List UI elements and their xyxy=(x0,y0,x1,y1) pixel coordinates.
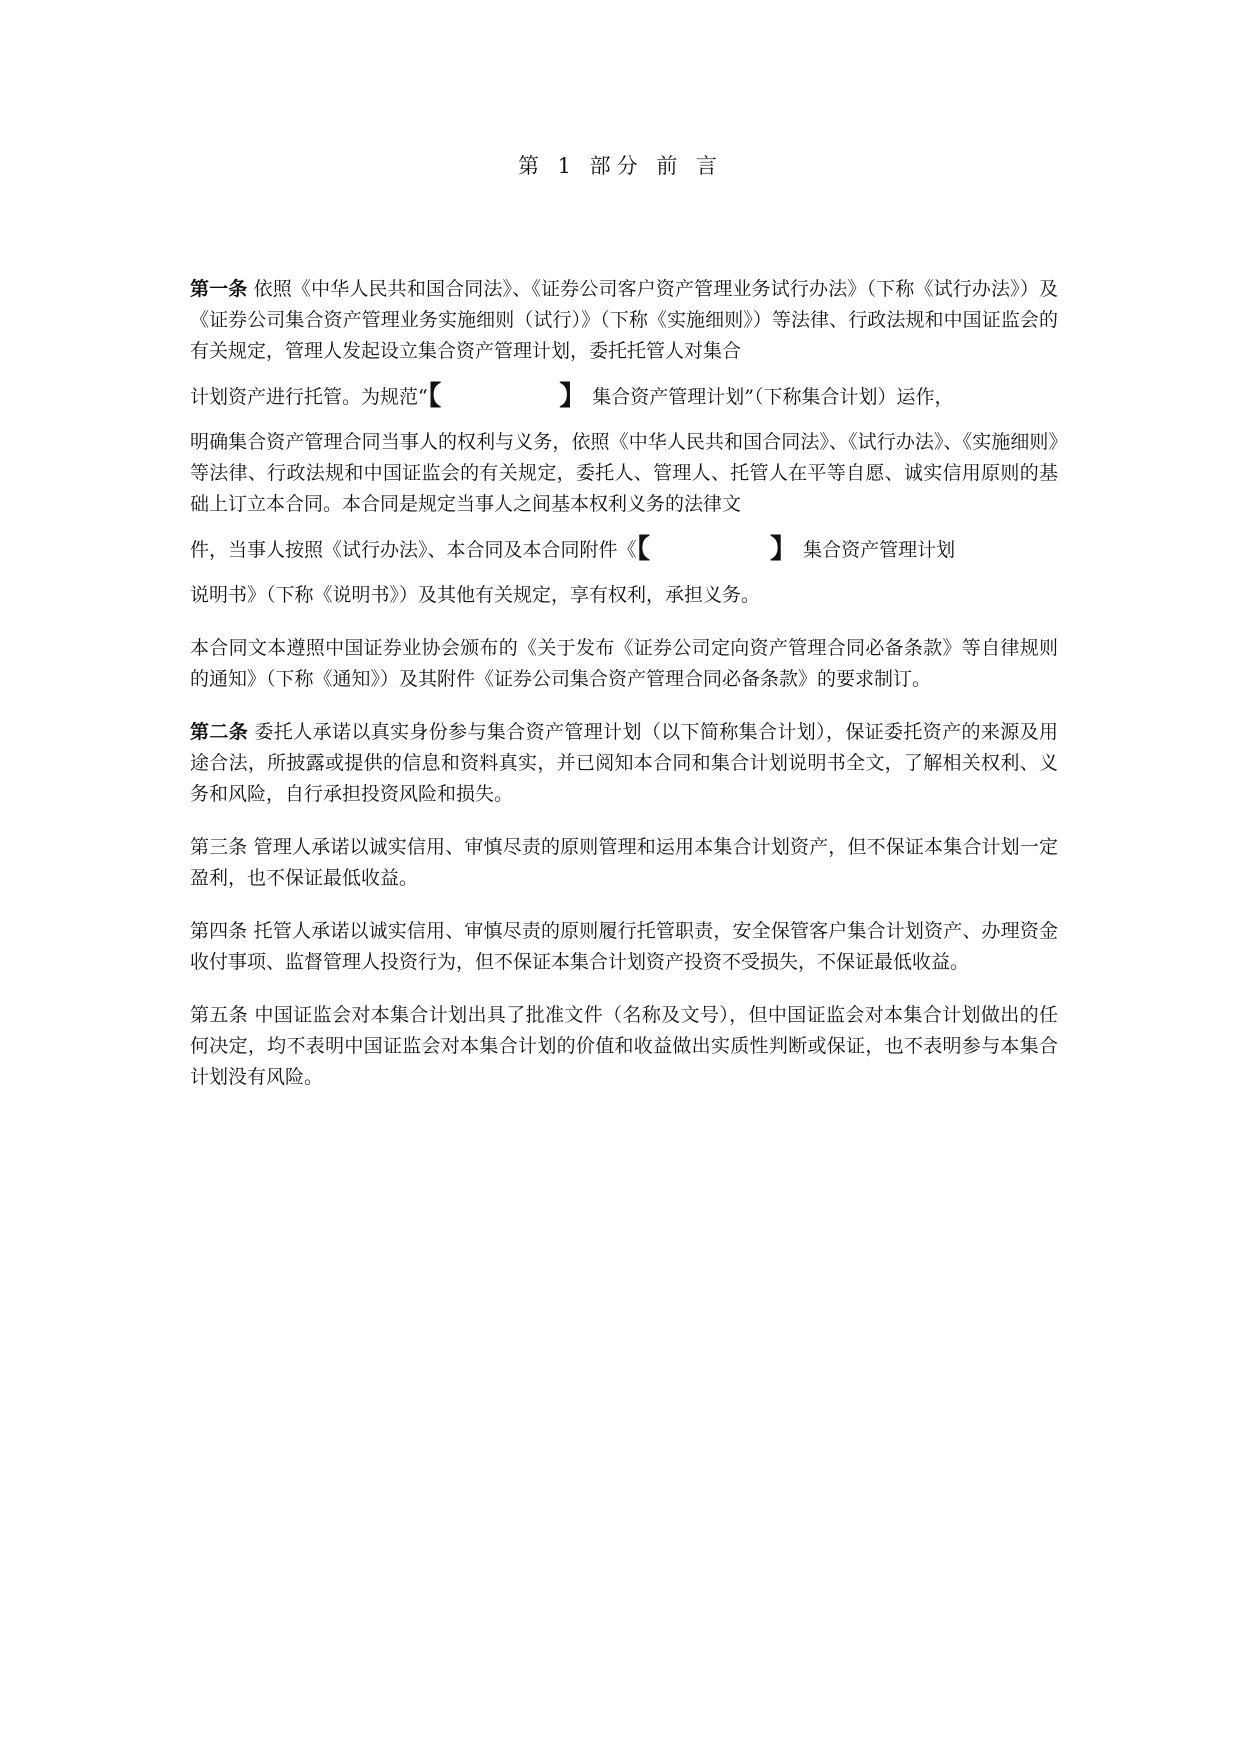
article-1-text-5: 件，当事人按照《试行办法》、本合同及本合同附件《 xyxy=(190,539,637,561)
article-1-text-7: 说明书》（下称《说明书》）及其他有关规定，享有权利，承担义务。 xyxy=(190,584,761,606)
open-bracket: 【 xyxy=(427,381,442,412)
article-1-text-2: 计划资产进行托管。为规范“ xyxy=(190,386,428,408)
article-2 xyxy=(190,717,1058,810)
open-bracket: 【 xyxy=(636,534,651,565)
article-1-text-6: 集合资产管理计划 xyxy=(803,539,956,561)
article-5-text: 中国证监会对本集合计划出具了批准文件（名称及文号），但中国证监会对本集合计划做出的任何决定，均不表明中国证监会对本集合计划的价值和收益做出实质性判断或保证，也不表明参与本集合计划没有风险。 xyxy=(190,1004,1058,1088)
article-4 xyxy=(190,916,1058,978)
article-2-label: 第二条 xyxy=(190,721,249,743)
article-1 xyxy=(190,274,1058,611)
article-3-text: 管理人承诺以诚实信用、审慎尽责的原则管理和运用本集合计划资产，但不保证本集合计划一定盈利，也不保证最低收益。 xyxy=(190,836,1058,889)
contract-note: 本合同文本遵照中国证券业协会颁布的《关于发布《证券公司定向资产管理合同必备条款》等自律规则的通知》（下称《通知》）及其附件《证券公司集合资产管理合同必备条款》的要求制订。 xyxy=(190,637,1058,690)
close-bracket: 】 xyxy=(559,381,587,412)
article-5-label: 第五条 xyxy=(190,1004,249,1026)
section-heading: 第 1 部分 前 言 xyxy=(517,154,724,178)
article-1-text-3: 集合资产管理计划”（下称集合计划）运作， xyxy=(592,386,954,408)
article-1-label: 第一条 xyxy=(190,278,248,300)
article-3-label: 第三条 xyxy=(190,836,248,858)
article-2-text: 委托人承诺以真实身份参与集合资产管理计划（以下简称集合计划），保证委托资产的来源及用途合法，所披露或提供的信息和资料真实，并已阅知本合同和集合计划说明书全文，了解相关权利、义务和风险，自行承担投资风险和损失。 xyxy=(190,721,1058,805)
article-1-text-1: 依照《中华人民共和国合同法》、《证券公司客户资产管理业务试行办法》（下称《试行办法》）及《证券公司集合资产管理业务实施细则（试行）》（下称《实施细则》）等法律、行政法规和中国证监会的有关规定，管理人发起设立集合资产管理计划，委托托管人对集合 xyxy=(190,278,1058,362)
article-3 xyxy=(190,832,1058,894)
document-body xyxy=(190,274,1058,1115)
article-1-text-4: 明确集合资产管理合同当事人的权利与义务，依照《中华人民共和国合同法》、《试行办法》、《实施细则》等法律、行政法规和中国证监会的有关规定，委托人、管理人、托管人在平等自愿、诚实信用原则的基础上订立本合同。本合同是规定当事人之间基本权利义务的法律文 xyxy=(190,431,1058,515)
article-4-text: 托管人承诺以诚实信用、审慎尽责的原则履行托管职责，安全保管客户集合计划资产、办理资金收付事项、监督管理人投资行为，但不保证本集合计划资产投资不受损失，不保证最低收益。 xyxy=(190,920,1058,973)
article-4-label: 第四条 xyxy=(190,920,248,942)
article-5 xyxy=(190,1000,1058,1093)
close-bracket: 】 xyxy=(770,534,798,565)
